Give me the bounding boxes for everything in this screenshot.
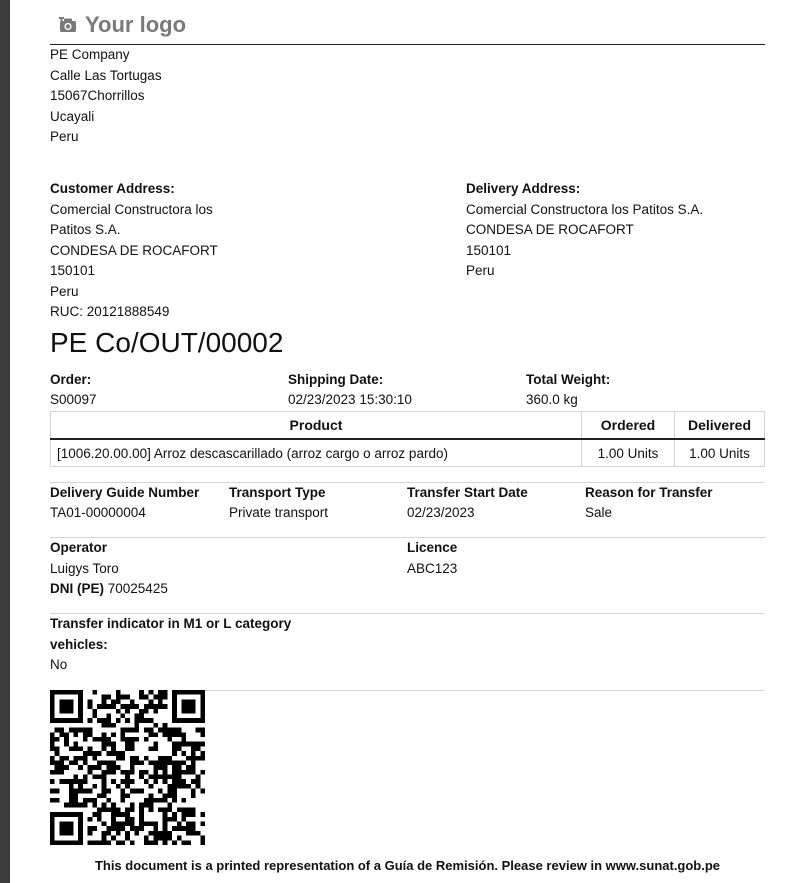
transfer-indicator-value: No <box>50 657 68 672</box>
customer-address-label: Customer Address: <box>50 181 175 196</box>
transfer-reason-value: Sale <box>585 505 613 520</box>
legal-footer: This document is a printed representation of a Guía de Remisión. Please review in www.sunat.gob.pe <box>94 858 721 873</box>
product-header: Product <box>51 412 582 440</box>
operator-label: Operator <box>50 540 108 555</box>
delivery-line: Peru <box>466 263 495 278</box>
transfer-start-label: Transfer Start Date <box>407 485 528 500</box>
delivered-header: Delivered <box>675 412 765 440</box>
total-weight-label: Total Weight: <box>526 372 611 387</box>
ordered-header: Ordered <box>582 412 675 440</box>
camera-icon <box>59 17 77 33</box>
delivered-cell: 1.00 Units <box>675 439 765 467</box>
company-line: 15067Chorrillos <box>50 88 145 103</box>
dni-value: 70025425 <box>107 581 168 596</box>
guide-number-label: Delivery Guide Number <box>50 485 200 500</box>
company-line: Calle Las Tortugas <box>50 67 162 83</box>
customer-line: Patitos S.A. <box>50 222 121 237</box>
transport-type-label: Transport Type <box>229 485 326 500</box>
company-line: PE Company <box>50 47 130 62</box>
transfer-indicator-label-cont: vehicles: <box>50 637 108 652</box>
licence-label: Licence <box>407 540 458 555</box>
delivery-address-label: Delivery Address: <box>466 181 581 196</box>
product-cell: [1006.20.00.00] Arroz descascarillado (arroz cargo o arroz pardo) <box>51 439 582 467</box>
operator-dni <box>50 579 168 600</box>
operator-name: Luigys Toro <box>50 561 119 576</box>
delivery-line: CONDESA DE ROCAFORT <box>466 222 634 237</box>
transport-type-value: Private transport <box>229 505 329 520</box>
customer-line: Peru <box>50 283 79 299</box>
total-weight-value: 360.0 kg <box>526 392 578 407</box>
ordered-cell: 1.00 Units <box>582 439 675 467</box>
customer-line: Comercial Constructora los <box>50 201 213 217</box>
shipping-date-label: Shipping Date: <box>288 372 384 387</box>
company-line: Peru <box>50 129 79 144</box>
qr-code <box>50 690 205 845</box>
viewer-left-edge <box>0 0 10 883</box>
dni-label: DNI (PE) <box>50 581 104 596</box>
shipping-date-value: 02/23/2023 15:30:10 <box>288 392 412 407</box>
logo-text: Your logo <box>85 12 187 37</box>
licence-value: ABC123 <box>407 561 458 576</box>
table-row <box>51 439 765 467</box>
customer-address <box>50 179 218 323</box>
document-title: PE Co/OUT/00002 <box>50 327 284 358</box>
delivery-address <box>466 179 703 282</box>
delivery-line: Comercial Constructora los Patitos S.A. <box>466 201 704 217</box>
transfer-reason-label: Reason for Transfer <box>585 485 713 500</box>
delivery-line: 150101 <box>466 242 512 258</box>
guide-number-value: TA01-00000004 <box>50 505 146 520</box>
company-line: Ucayali <box>50 108 95 124</box>
customer-ruc: RUC: 20121888549 <box>50 304 170 319</box>
order-value: S00097 <box>50 392 97 407</box>
company-address <box>50 45 162 148</box>
table-header-row <box>51 412 765 440</box>
order-label: Order: <box>50 372 92 387</box>
company-logo <box>59 12 186 38</box>
customer-line: CONDESA DE ROCAFORT <box>50 242 218 258</box>
transfer-start-value: 02/23/2023 <box>407 505 475 520</box>
transfer-indicator-label: Transfer indicator in M1 or L category <box>50 616 292 631</box>
customer-line: 150101 <box>50 263 96 278</box>
move-lines-table <box>50 411 765 467</box>
